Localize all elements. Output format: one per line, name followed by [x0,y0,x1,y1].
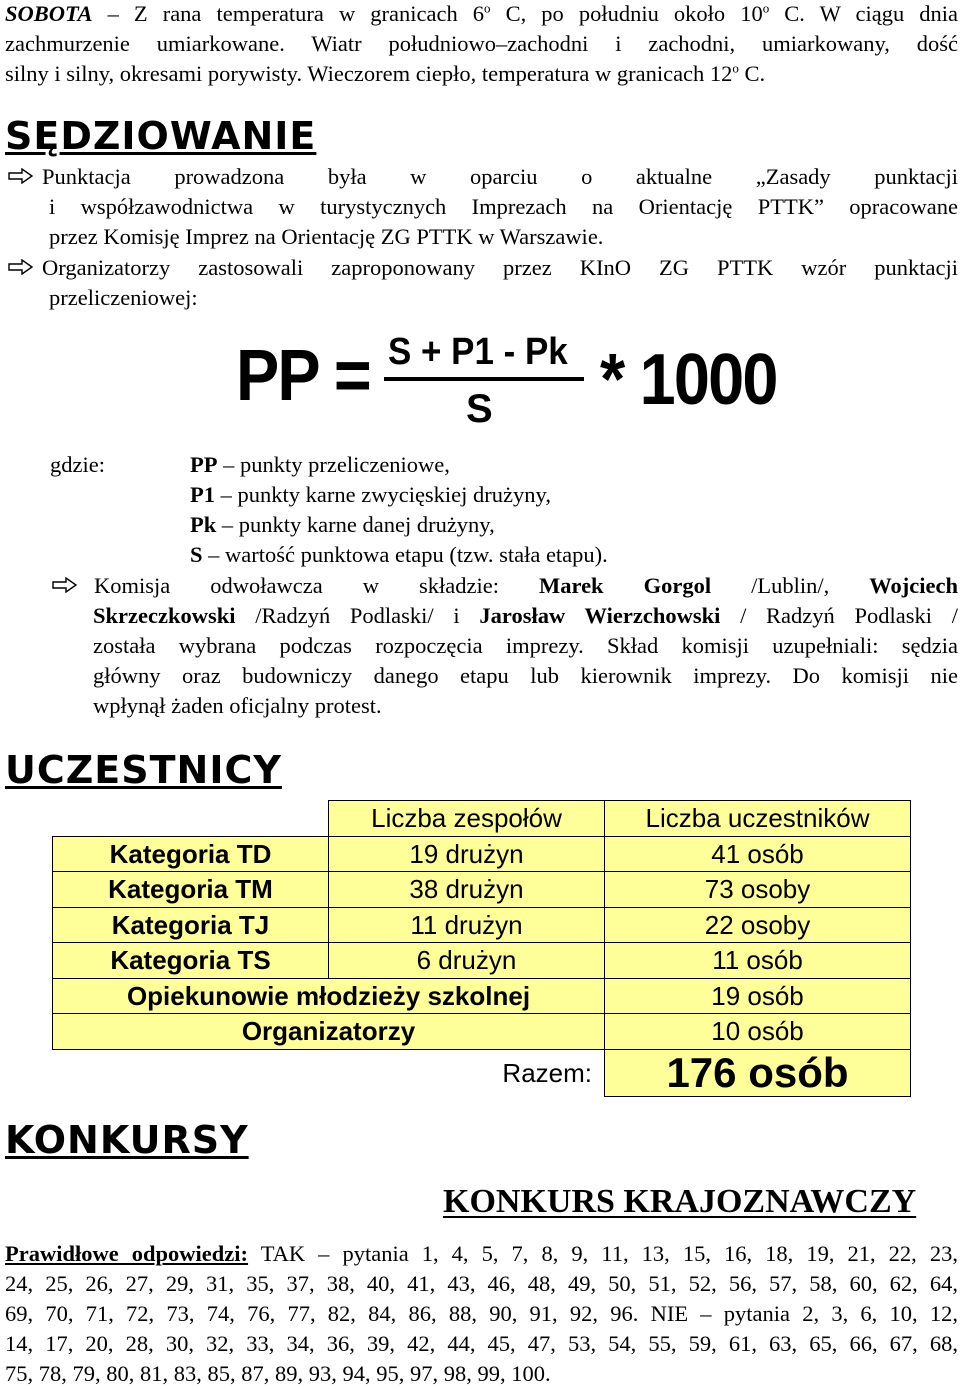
quiz-subheading: KONKURS KRAJOZNAWCZY [443,1183,917,1220]
scoring-paragraph: Punktacja prowadzona była w oparciu o aktualne „Zasady punktacji i współzawodnictwa w turystycznych Imprezach na Orientację PTTK” opracowane przez Komisję Imprez na Orientację ZG PTTK w Warszawie. [8,162,958,252]
participants-count: 41 osób [605,836,911,872]
total-value: 176 osób [605,1049,911,1096]
table-row [53,978,911,1014]
table-row [53,872,911,908]
konkursy-heading: KONKURSY [5,1118,249,1162]
category-label: Opiekunowie młodzieży szkolnej [53,978,605,1014]
formula-legend [190,450,608,570]
column-header: Liczba uczestników [605,801,911,837]
participants-count: 10 osób [605,1014,911,1050]
formula-numerator: S + P1 - Pk [388,331,568,373]
weather-line-1: SOBOTA – Z rana temperatura w granicach 6$^o$ C, po południu około 10$^o$ C. W ciągu dnia [5,0,958,26]
legend-item: S – wartość punktowa etapu (tzw. stała etapu). [190,542,608,567]
legend-item: P1 – punkty karne zwycięskiej drużyny, [190,482,551,507]
formula-lhs: PP = [236,336,370,416]
legend-item: Pk – punkty karne danej drużyny, [190,512,495,537]
quiz-answers: Prawidłowe odpowiedzi: TAK – pytania 1, 4, 5, 7, 8, 9, 11, 13, 15, 16, 18, 19, 21, 22, 23, 24, 25, 26, 27, 29, 31, 35, 37, 38, 40, 41, 43, 46, 48, 49, 50, 51, 52, 56, 57, 58, 60, 62, 64, 69, 70, 71, 72, 73, 74, 76, 77, 82, 84, 86, 88, 90, 91, 92, 96. NIE – pytania 2, 3, 6, 10, 12, 14, 17, 20, 28, 30, 32, 33, 34, 36, 39, 42, 44, 45, 47, 53, 54, 55, 59, 61, 63, 65, 66, 67, 68, 75, 78, 79, 80, 81, 83, 85, 87, 89, 93, 94, 95, 97, 98, 99, 100. [5,1241,958,1386]
participants-count: 19 osób [605,978,911,1014]
uczestnicy-heading: UCZESTNICY [5,748,282,792]
table-row [53,943,911,979]
appeals-committee-paragraph: Komisja odwoławcza w składzie: Marek Gorgol /Lublin/, Wojciech Skrzeczkowski /Radzyń Podlaski/ i Jarosław Wierzchowski / Radzyń Podlaski / została wybrana podczas rozpoczęcia imprezy. Skład komisji uzupełniali: sędzia główny oraz budowniczy danego etapu lub kierownik imprezy. Do komisji nie wpłynął żaden oficjalny protest. [52,571,958,721]
teams-count: 6 drużyn [329,943,605,979]
participants-count: 73 osoby [605,872,911,908]
weather-line-3: silny i silny, okresami porywisty. Wieczorem ciepło, temperatura w granicach 12$^o$ C. [5,60,766,86]
table-header-row [53,801,911,837]
formula [0,0,960,440]
fraction-bar [384,377,584,381]
table-row [53,907,911,943]
teams-count: 19 drużyn [329,836,605,872]
table-row [53,1014,911,1050]
total-label: Razem: [502,1057,592,1088]
legend-item: PP – punkty przeliczeniowe, [190,452,450,477]
table-total-row [53,1049,911,1096]
formula-multiplier: * 1000 [600,340,777,420]
category-label: Kategoria TS [53,943,329,979]
answers-label: Prawidłowe odpowiedzi: [5,1241,249,1266]
hollow-right-arrow-icon [52,571,94,601]
day-name: SOBOTA [5,1,93,26]
participants-count: 22 osoby [605,907,911,943]
teams-count: 38 drużyn [329,872,605,908]
formula-intro-paragraph: Organizatorzy zastosowali zaproponowany przez KInO ZG PTTK wzór punktacji przeliczeniowej: [8,253,958,313]
teams-count: 11 drużyn [329,907,605,943]
category-label: Kategoria TJ [53,907,329,943]
participants-table [52,800,911,1097]
formula-denominator: S [466,387,493,431]
sedziowanie-heading: SĘDZIOWANIE [5,114,317,158]
category-label: Kategoria TM [53,872,329,908]
where-label: gdzie: [50,452,105,477]
category-label: Organizatorzy [53,1014,605,1050]
category-label: Kategoria TD [53,836,329,872]
table-row [53,836,911,872]
participants-count: 11 osób [605,943,911,979]
column-header: Liczba zespołów [329,801,605,837]
weather-line-2: zachmurzenie umiarkowane. Wiatr południowo–zachodni i zachodni, umiarkowany, dość [5,31,958,56]
